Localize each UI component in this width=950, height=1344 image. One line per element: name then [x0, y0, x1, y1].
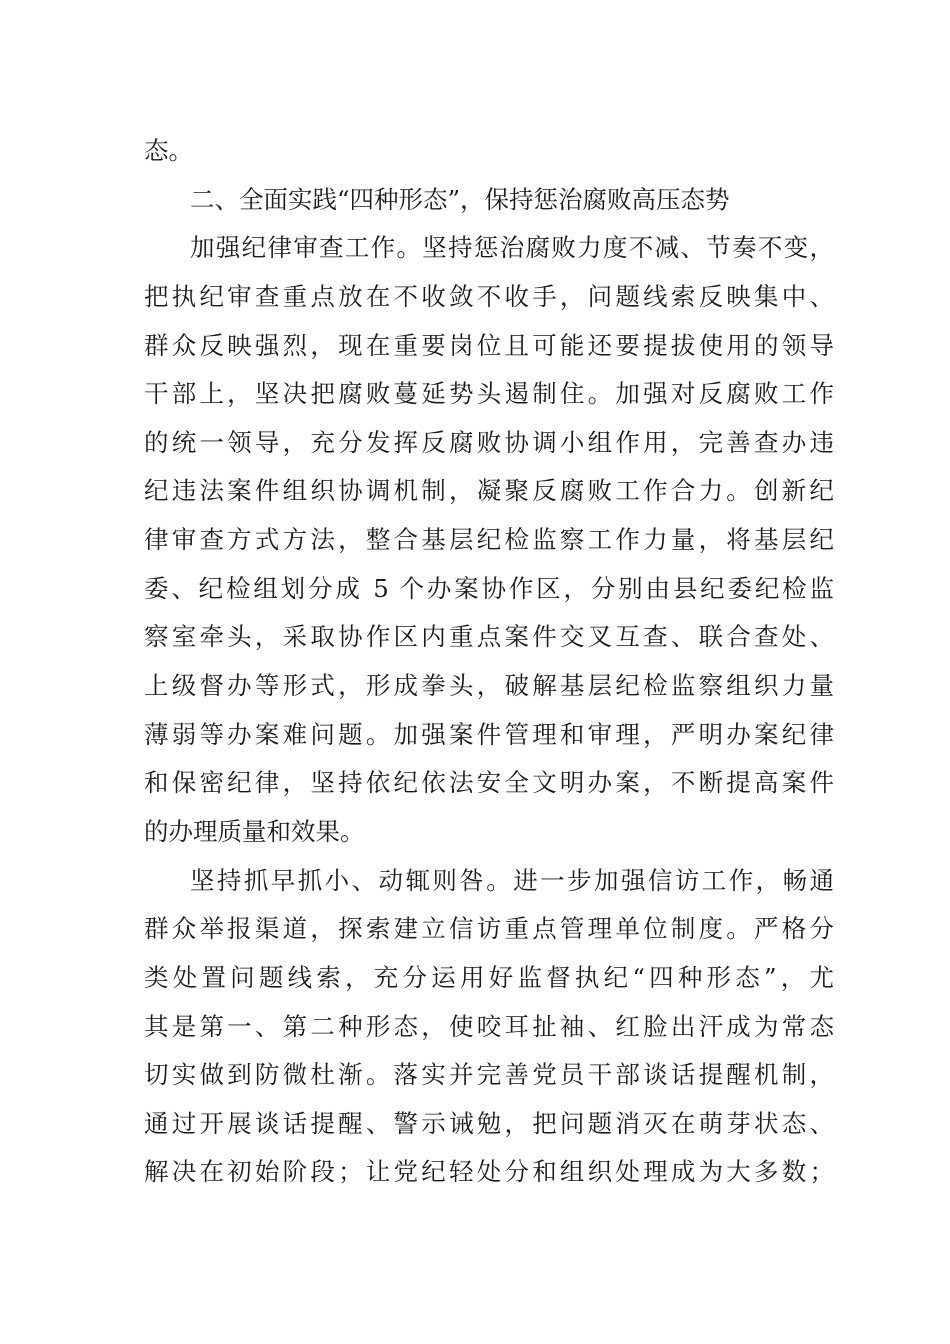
paragraph-line: 加强纪律审查工作。坚持惩治腐败力度不减、节奏不变， — [190, 233, 834, 263]
paragraph-line: 律审查方式方法，整合基层纪检监察工作力量，将基层纪 — [144, 525, 834, 555]
body-text — [144, 127, 834, 1197]
paragraph-line: 干部上，坚决把腐败蔓延势头遏制住。加强对反腐败工作 — [144, 379, 834, 409]
paragraph-line: 其是第一、第二种形态，使咬耳扯袖、红脸出汗成为常态 — [144, 1011, 834, 1041]
paragraph-last-line: 的办理质量和效果。 — [144, 816, 365, 846]
paragraph-line: 委、纪检组划分成 5 个办案协作区，分别由县纪委纪检监 — [144, 573, 834, 603]
paragraph-line: 的统一领导，充分发挥反腐败协调小组作用，完善查办违 — [144, 427, 834, 457]
paragraph-line: 察室牵头，采取协作区内重点案件交叉互查、联合查处、 — [144, 622, 834, 652]
paragraph-line: 通过开展谈话提醒、警示诫勉，把问题消灭在萌芽状态、 — [144, 1108, 834, 1138]
paragraph-line: 坚持抓早抓小、动辄则咎。进一步加强信访工作，畅通 — [190, 865, 834, 895]
paragraph-line: 薄弱等办案难问题。加强案件管理和审理，严明办案纪律 — [144, 719, 834, 749]
paragraph-line: 群众举报渠道，探索建立信访重点管理单位制度。严格分 — [144, 914, 834, 944]
paragraph-continuation-line: 态。 — [144, 136, 193, 165]
paragraph-line: 和保密纪律，坚持依纪依法安全文明办案，不断提高案件 — [144, 768, 834, 798]
paragraph-line: 把执纪审查重点放在不收敛不收手，问题线索反映集中、 — [144, 281, 834, 311]
paragraph-line: 类处置问题线索，充分运用好监督执纪“四种形态”，尤 — [144, 962, 834, 992]
paragraph-line: 切实做到防微杜渐。落实并完善党员干部谈话提醒机制， — [144, 1060, 834, 1090]
paragraph-line: 解决在初始阶段；让党纪轻处分和组织处理成为大多数； — [144, 1157, 834, 1187]
section-heading: 二、全面实践“四种形态”，保持惩治腐败高压态势 — [190, 184, 730, 214]
paragraph-line: 上级督办等形式，形成拳头，破解基层纪检监察组织力量 — [144, 671, 834, 701]
paragraph-line: 纪违法案件组织协调机制，凝聚反腐败工作合力。创新纪 — [144, 476, 834, 506]
paragraph-line: 群众反映强烈，现在重要岗位且可能还要提拔使用的领导 — [144, 330, 834, 360]
